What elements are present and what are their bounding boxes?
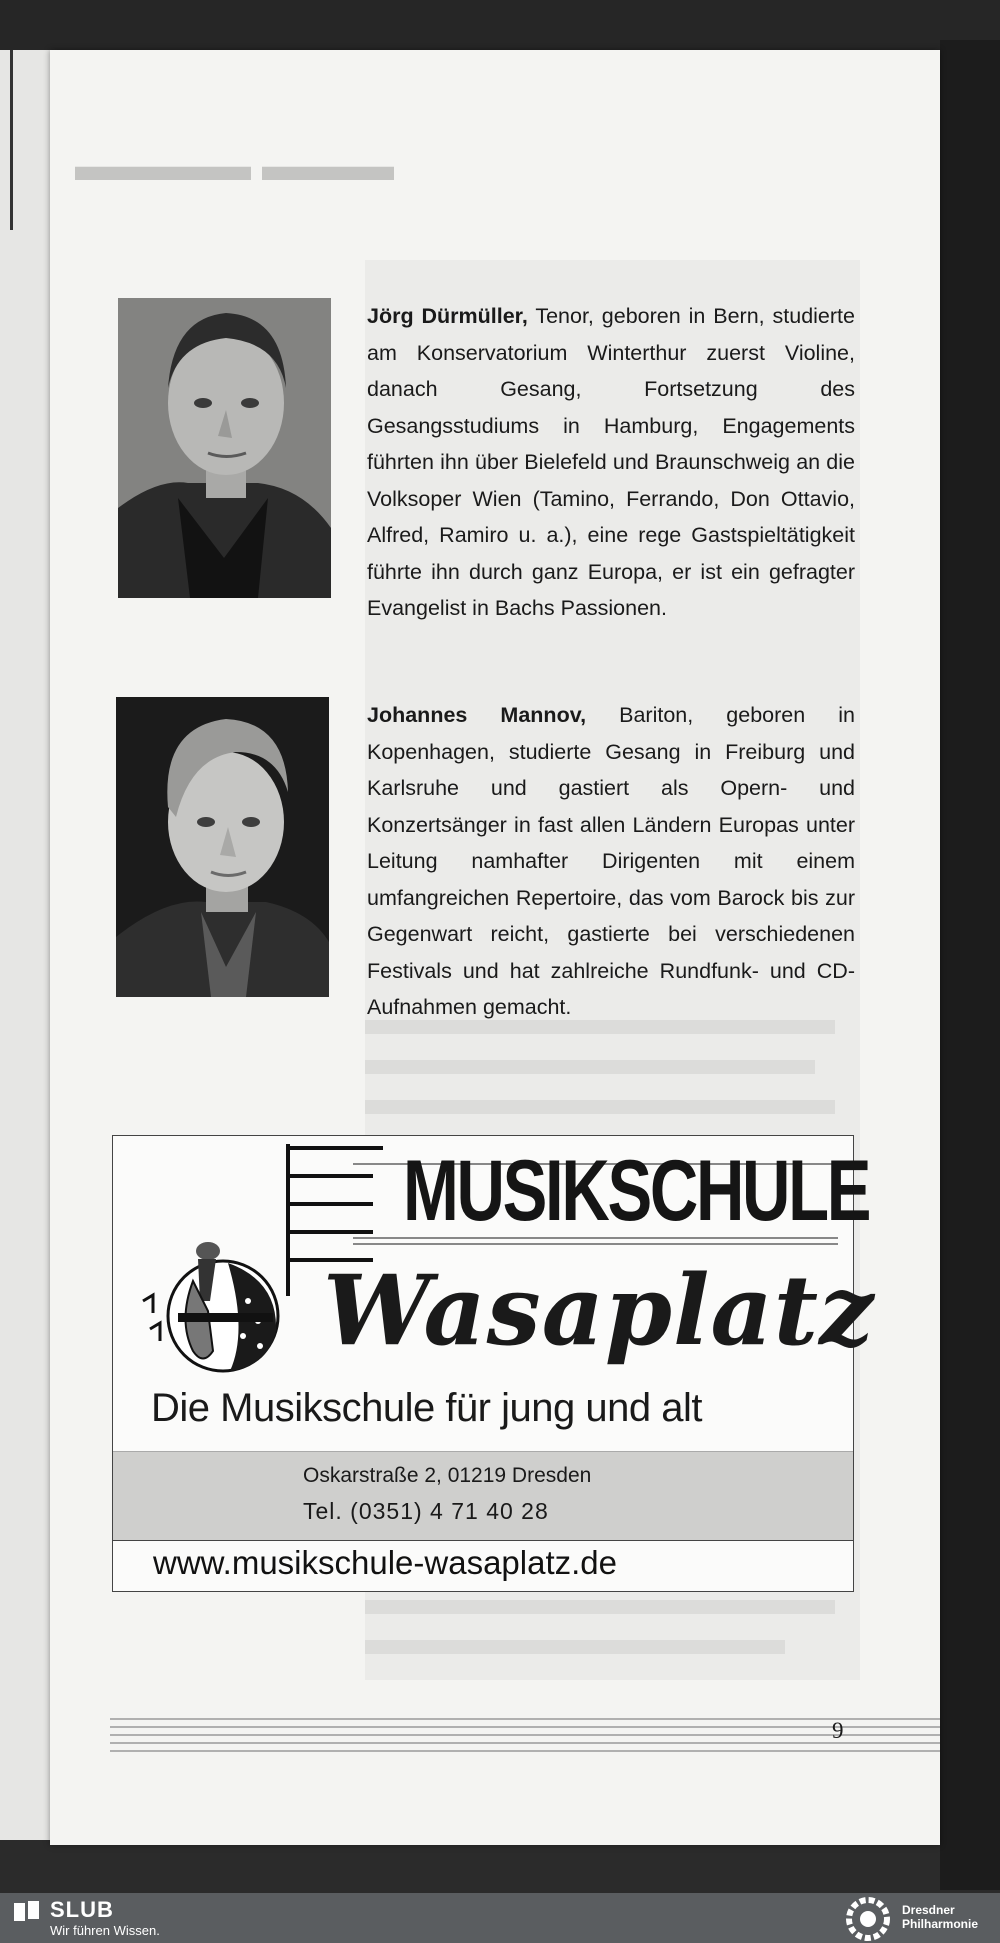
- biography-name: Jörg Dürmüller,: [367, 304, 528, 328]
- portrait-photo-durmuller: [118, 298, 331, 598]
- slub-name[interactable]: SLUB: [50, 1897, 114, 1922]
- slub-logo-icon: [14, 1901, 40, 1923]
- show-through-line: [365, 1060, 815, 1074]
- ad-title: MUSIKSCHULE: [403, 1143, 870, 1239]
- ad-url[interactable]: www.musikschule-wasaplatz.de: [153, 1544, 618, 1581]
- ad-phone: Tel. (0351) 4 71 40 28: [303, 1498, 549, 1524]
- biography-text: Tenor, geboren in Bern, studierte am Konservatorium Winterthur zuerst Violine, danach Gesang, Fortsetzung des Gesangsstudiums in Hamburg, Engagements führten ihn über Bielefeld und Braunschweig an die Volksoper Wien (Tamino, Ferrando, Don Ottavio, Alfred, Ramiro u. a.), eine rege Gastspieltätigkeit führte ihn durch ganz Europa, er ist ein gefragter Evangelist in Bachs Passionen.: [367, 304, 855, 620]
- scan-background-top: [0, 0, 1000, 52]
- portrait-photo-mannov: [116, 697, 329, 997]
- library-banner: [0, 1893, 1000, 1943]
- biography-name: Johannes Mannov,: [367, 703, 587, 727]
- biography-text: Bariton, geboren in Kopenhagen, studierte Gesang in Freiburg und Karlsruhe und gastiert als Opern- und Konzertsänger in fast allen Ländern Europas unter Leitung namhafter Dirigenten mit einem umfangreichen Repertoire, das vom Barock bis zur Gegenwart reicht, gastierte bei verschiedenen Festivals und hat zahlreiche Rundfunk- und CD-Aufnahmen gemacht.: [367, 703, 856, 1019]
- biography-mannov: [367, 697, 855, 1026]
- show-through-title: ▬▬▬ ▬▬▬▬: [75, 141, 394, 190]
- page-number: 9: [832, 1718, 844, 1743]
- saxophone-player-icon: [138, 1241, 288, 1381]
- show-through-line: [365, 1600, 835, 1614]
- ad-address: Oskarstraße 2, 01219 Dresden: [303, 1464, 592, 1487]
- ad-tagline: Die Musikschule für jung und alt: [151, 1386, 702, 1430]
- philharmonie-name-line1: Dresdner: [902, 1903, 955, 1917]
- show-through-line: [365, 1100, 835, 1114]
- biography-durmuller: [367, 298, 855, 627]
- show-through-line: [365, 1640, 785, 1654]
- ad-school-name: Wasaplatz: [323, 1254, 875, 1367]
- footer-stave-lines: [110, 1715, 940, 1755]
- philharmonie-name[interactable]: [902, 1903, 978, 1931]
- philharmonie-logo-icon: [842, 1897, 894, 1941]
- philharmonie-name-line2: Philharmonie: [902, 1917, 979, 1931]
- spine-mark: [10, 50, 13, 230]
- scan-background-right: [940, 40, 1000, 1890]
- music-school-advertisement: [112, 1135, 875, 1592]
- slub-tagline: Wir führen Wissen.: [50, 1923, 160, 1938]
